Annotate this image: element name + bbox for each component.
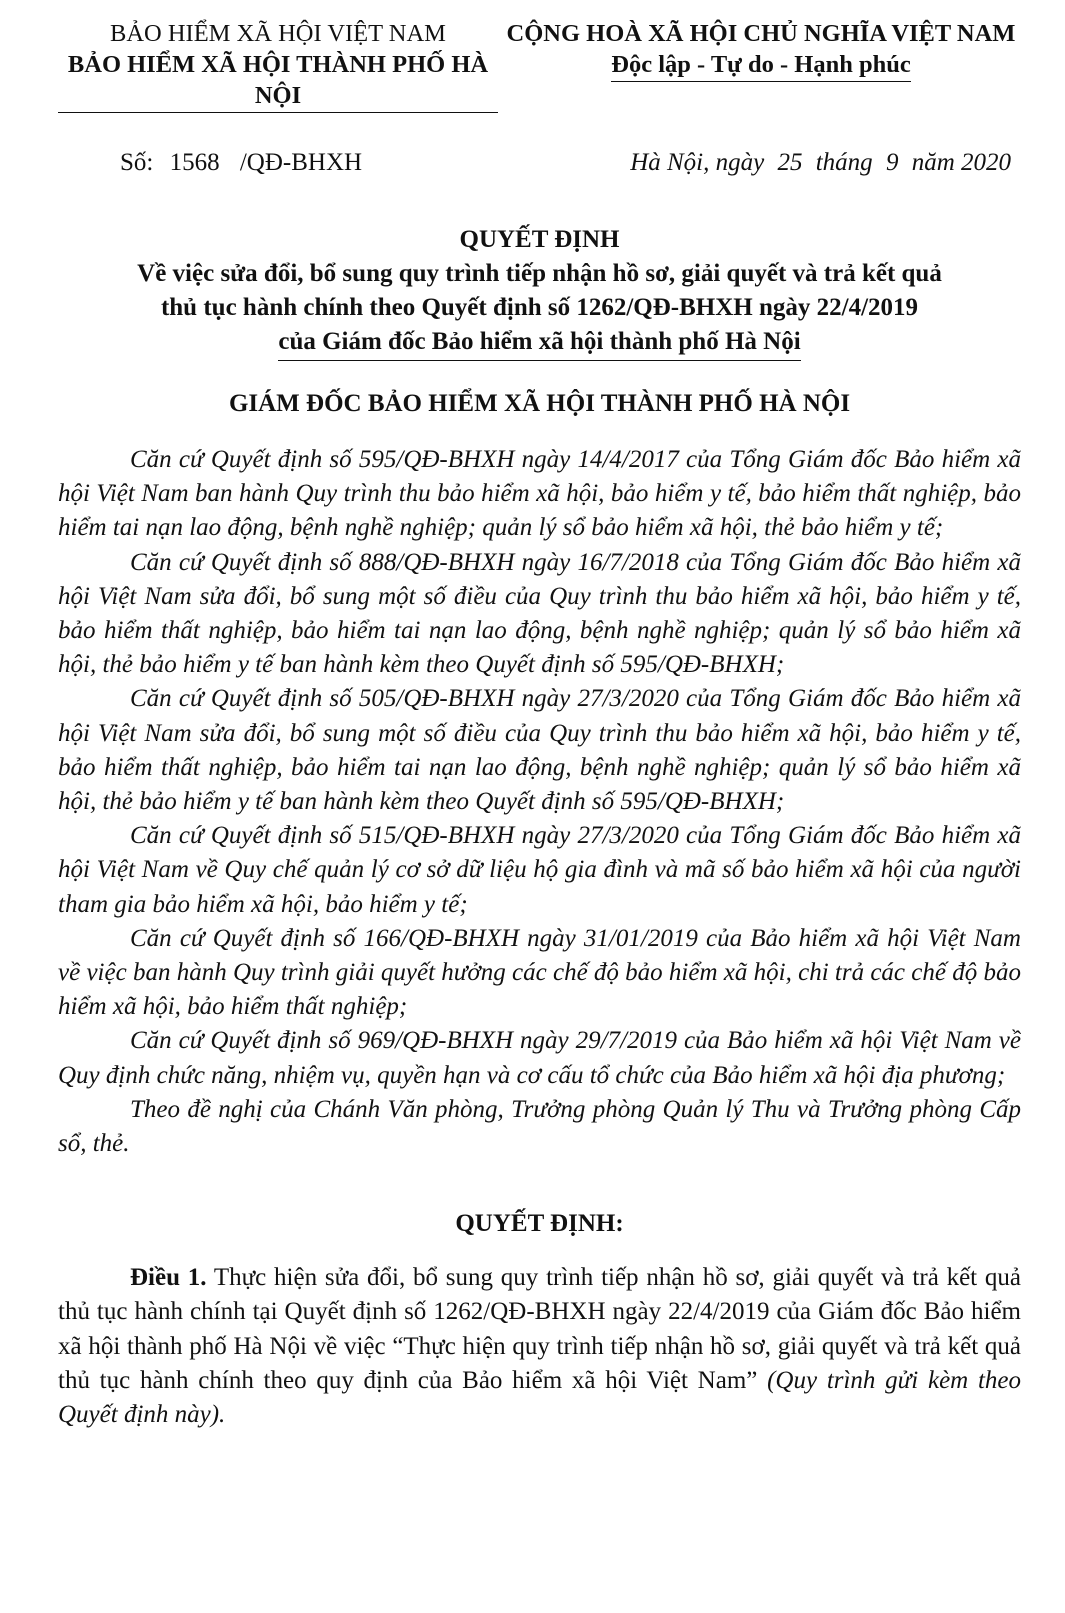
year-label: năm [911, 149, 955, 176]
decision-heading: QUYẾT ĐỊNH: [455, 1210, 624, 1238]
issuing-organization [58, 18, 498, 113]
day: 25 [777, 149, 803, 176]
article-text: Thực hiện sửa đổi, bổ sung quy trình tiếp nhận hồ sơ, giải quyết và trả kết quả thủ tục hành chính tại Quyết định số 1262/QĐ-BHXH ngày 22/4/2019 của Giám đốc Bảo hiểm xã hội thành phố Hà Nội về việc “Thực hiện quy trình tiếp nhận hồ sơ, giải quyết và trả kết quả thủ tục hành chính theo quy định của Bảo hiểm xã hội Việt Nam” [58, 1264, 1021, 1394]
document-title [58, 223, 1021, 361]
doc-number-suffix: /QĐ-BHXH [239, 149, 363, 176]
month: 9 [885, 149, 899, 176]
legal-basis-item: Căn cứ Quyết định số 888/QĐ-BHXH ngày 16/7/2018 của Tổng Giám đốc Bảo hiểm xã hội Việt Nam sửa đổi, bổ sung một số điều của Quy trình thu bảo hiểm xã hội, bảo hiểm y tế, bảo hiểm thất nghiệp, bảo hiểm tai nạn lao động, bệnh nghề nghiệp; quản lý sổ bảo hiểm xã hội, thẻ bảo hiểm y tế ban hành kèm theo Quyết định số 595/QĐ-BHXH; [58, 548, 1021, 679]
place: Hà Nội, ngày [630, 149, 765, 176]
national-title [501, 18, 1021, 82]
parent-organization: BẢO HIỂM XÃ HỘI VIỆT NAM [110, 20, 446, 47]
legal-basis-item: Căn cứ Quyết định số 166/QĐ-BHXH ngày 31/01/2019 của Bảo hiểm xã hội Việt Nam về việc ban hành Quy trình giải quyết hưởng các chế độ bảo hiểm xã hội, chi trả các chế độ bảo hiểm xã hội, bảo hiểm thất nghiệp; [58, 924, 1021, 1021]
title-heading: QUYẾT ĐỊNH [459, 226, 620, 253]
issuing-authority: GIÁM ĐỐC BẢO HIỂM XÃ HỘI THÀNH PHỐ HÀ NỘI [228, 390, 851, 417]
legal-basis-item: Căn cứ Quyết định số 969/QĐ-BHXH ngày 29/7/2019 của Bảo hiểm xã hội Việt Nam về Quy định chức năng, nhiệm vụ, quyền hạn và cơ cấu tổ chức của Bảo hiểm xã hội địa phương; [58, 1027, 1021, 1089]
subject-line-1: Về việc sửa đổi, bổ sung quy trình tiếp nhận hồ sơ, giải quyết và trả kết quả [137, 260, 942, 287]
legal-basis-item: Căn cứ Quyết định số 505/QĐ-BHXH ngày 27/3/2020 của Tổng Giám đốc Bảo hiểm xã hội Việt Nam sửa đổi, bổ sung một số điều của Quy trình thu bảo hiểm xã hội, bảo hiểm y tế, bảo hiểm thất nghiệp, bảo hiểm tai nạn lao động, bệnh nghề nghiệp; quản lý sổ bảo hiểm xã hội, thẻ bảo hiểm y tế ban hành kèm theo Quyết định số 595/QĐ-BHXH; [58, 685, 1021, 816]
organization-name: BẢO HIỂM XÃ HỘI THÀNH PHỐ HÀ NỘI [58, 49, 498, 113]
legal-basis-item: Căn cứ Quyết định số 515/QĐ-BHXH ngày 27/3/2020 của Tổng Giám đốc Bảo hiểm xã hội Việt Nam về Quy chế quản lý cơ sở dữ liệu hộ gia đình và mã số bảo hiểm xã hội của người tham gia bảo hiểm xã hội, bảo hiểm y tế; [58, 822, 1021, 918]
article-label: Điều 1. [130, 1264, 207, 1292]
legal-bases [58, 443, 1021, 1161]
doc-number-prefix: Số: [120, 149, 154, 176]
document-number [58, 147, 362, 179]
subject-line-3: của Giám đốc Bảo hiểm xã hội thành phố Hà Nội [278, 325, 800, 361]
legal-basis-item: Căn cứ Quyết định số 595/QĐ-BHXH ngày 14/4/2017 của Tổng Giám đốc Bảo hiểm xã hội Việt Nam ban hành Quy trình thu bảo hiểm xã hội, bảo hiểm y tế, bảo hiểm thất nghiệp, bảo hiểm tai nạn lao động, bệnh nghề nghiệp; quản lý sổ bảo hiểm xã hội, thẻ bảo hiểm y tế; [58, 446, 1021, 542]
article-note: (Quy trình gửi kèm theo Quyết định này). [58, 1366, 1021, 1429]
legal-basis-item: Theo đề nghị của Chánh Văn phòng, Trưởng phòng Quản lý Thu và Trưởng phòng Cấp sổ, thẻ. [58, 1095, 1021, 1158]
national-motto: Độc lập - Tự do - Hạnh phúc [611, 49, 910, 82]
document-meta [58, 147, 1021, 179]
country-name: CỘNG HOÀ XÃ HỘI CHỦ NGHĨA VIỆT NAM [506, 20, 1016, 47]
place-and-date [630, 147, 1021, 179]
doc-number-value: 1568 [169, 149, 220, 176]
month-label: tháng [815, 149, 873, 176]
subject-line-2: thủ tục hành chính theo Quyết định số 1262/QĐ-BHXH ngày 22/4/2019 [160, 294, 919, 321]
article-1 [58, 1261, 1021, 1432]
document-header [58, 18, 1021, 113]
year: 2020 [961, 149, 1011, 176]
